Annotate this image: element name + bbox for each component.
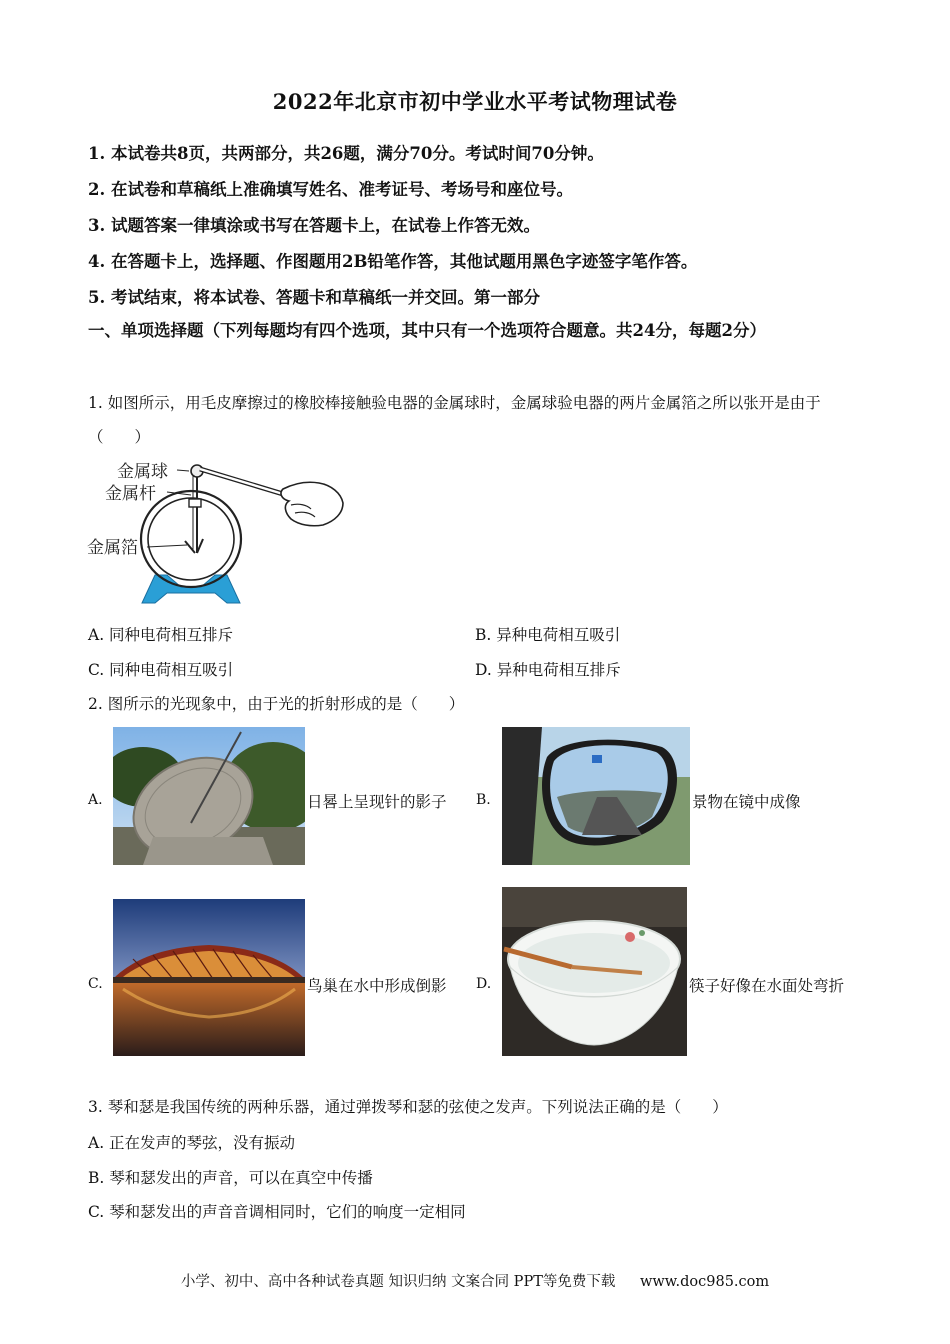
notice-item: 1. 本试卷共8页，共两部分，共26题，满分70分。考试时间70分钟。 — [88, 144, 604, 163]
q2-option-c-caption: 鸟巢在水中形成倒影 — [307, 977, 447, 995]
footer-text: 小学、初中、高中各种试卷真题 知识归纳 文案合同 PPT等免费下载 — [180, 1274, 616, 1290]
label-metal-ball: 金属球 — [117, 462, 168, 482]
label-metal-foil: 金属箔 — [87, 538, 138, 558]
q2-option-a-letter: A. — [88, 792, 103, 808]
option-a[interactable]: A. 同种电荷相互排斥 — [88, 626, 234, 644]
q2-option-c-letter: C. — [88, 976, 103, 992]
section-heading: 一、单项选择题（下列每题均有四个选项，其中只有一个选项符合题意。共24分，每题2分） — [88, 321, 766, 340]
q3-option-a[interactable]: A. 正在发声的琴弦，没有振动 — [88, 1134, 296, 1152]
q3-option-b[interactable]: B. 琴和瑟发出的声音，可以在真空中传播 — [88, 1169, 373, 1187]
page-title: 2022年北京市初中学业水平考试物理试卷 — [272, 89, 678, 114]
notice-item: 5. 考试结束，将本试卷、答题卡和草稿纸一并交回。第一部分 — [88, 288, 540, 307]
q2-option-d-caption: 筷子好像在水面处弯折 — [689, 977, 845, 995]
q2-option-d-letter: D. — [476, 976, 492, 992]
question-2-text: 2. 图所示的光现象中，由于光的折射形成的是（ ） — [88, 695, 465, 713]
chopsticks-bowl-photo[interactable] — [502, 887, 687, 1056]
question-1-text: 1. 如图所示，用毛皮摩擦过的橡胶棒接触验电器的金属球时，金属球验电器的两片金属箔之所以张开是由于（ ） — [88, 394, 821, 446]
label-metal-rod: 金属杆 — [105, 484, 156, 504]
notice-item: 2. 在试卷和草稿纸上准确填写姓名、准考证号、考场号和座位号。 — [88, 180, 573, 199]
electroscope-figure — [85, 455, 355, 610]
footer-link[interactable]: www.doc985.com — [639, 1274, 770, 1290]
option-b[interactable]: B. 异种电荷相互吸引 — [475, 626, 621, 644]
q3-option-c[interactable]: C. 琴和瑟发出的声音音调相同时，它们的响度一定相同 — [88, 1203, 466, 1221]
notice-item: 4. 在答题卡上，选择题、作图题用2B铅笔作答，其他试题用黑色字迹签字笔作答。 — [88, 252, 698, 271]
page-footer — [0, 1270, 950, 1291]
option-d[interactable]: D. 异种电荷相互排斥 — [475, 661, 621, 679]
mirror-photo[interactable] — [502, 727, 690, 865]
question-3-text: 3. 琴和瑟是我国传统的两种乐器，通过弹拨琴和瑟的弦使之发声。下列说法正确的是（ ） — [88, 1098, 728, 1116]
notice-item: 3. 试题答案一律填涂或书写在答题卡上，在试卷上作答无效。 — [88, 216, 540, 235]
q2-option-b-letter: B. — [476, 792, 491, 808]
option-c[interactable]: C. 同种电荷相互吸引 — [88, 661, 234, 679]
sundial-photo[interactable] — [113, 727, 305, 865]
q2-option-a-caption: 日晷上呈现针的影子 — [307, 793, 447, 811]
birds-nest-photo[interactable] — [113, 899, 305, 1056]
q2-option-b-caption: 景物在镜中成像 — [692, 793, 801, 811]
